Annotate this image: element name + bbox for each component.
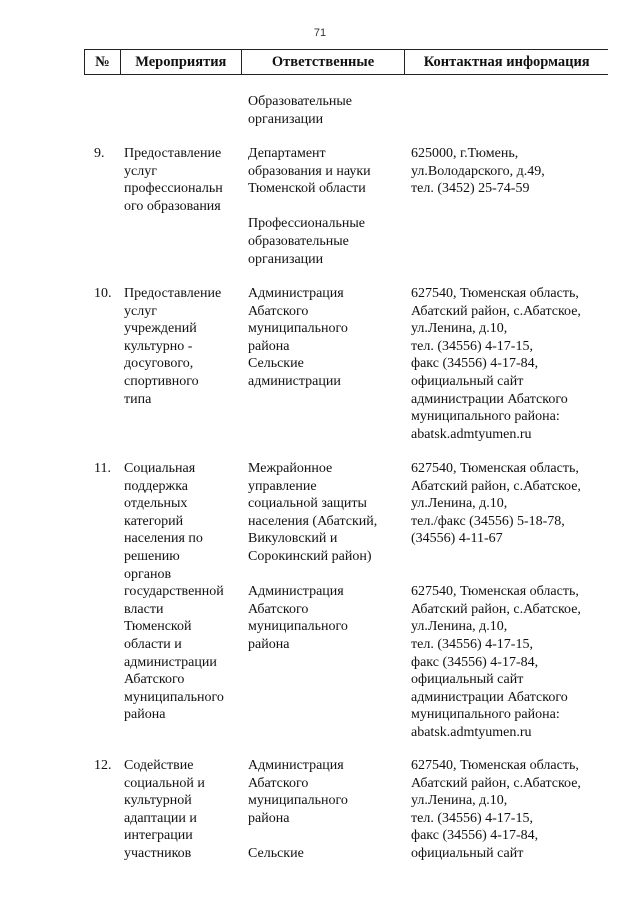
contact-cell: 625000, г.Тюмень, ул.Володарского, д.49, тел. (3452) 25-74-59 <box>411 146 545 197</box>
responsible-cell: Департамент образования и науки Тюменской области Профессиональные образовательные организации <box>248 146 371 267</box>
event-cell: Предоставление услуг профессиональн ого образования <box>124 146 223 214</box>
header-number: № <box>85 50 121 74</box>
responsible-cell: Администрация Абатского муниципального района Сельские администрации <box>248 286 348 389</box>
responsible-cell: Образовательные организации <box>248 94 352 127</box>
table-header <box>84 49 608 75</box>
row-number: 11. <box>94 461 111 476</box>
event-cell: Социальная поддержка отдельных категорий населения по решению органов государственной власти Тюменской области и администрации Абатского муниципального района <box>124 461 224 723</box>
responsible-cell: Администрация Абатского муниципального района Сельские <box>248 758 348 861</box>
responsible-cell: Межрайонное управление социальной защиты населения (Абатский, Викуловский и Сорокинский район) Администрация Абатского муниципального района <box>248 461 378 652</box>
row-number: 12. <box>94 758 112 773</box>
header-responsible: Ответственные <box>242 50 406 74</box>
event-cell: Предоставление услуг учреждений культурно - досугового, спортивного типа <box>124 286 222 407</box>
contact-cell: 627540, Тюменская область, Абатский район, с.Абатское, ул.Ленина, д.10, тел. (34556) 4-17-15, факс (34556) 4-17-84, официальный сайт <box>411 758 581 861</box>
event-cell: Содействие социальной и культурной адаптации и интеграции участников <box>124 758 205 861</box>
contact-cell: 627540, Тюменская область, Абатский район, с.Абатское, ул.Ленина, д.10, тел. (34556) 4-17-15, факс (34556) 4-17-84, официальный сайт администрации Абатского муниципального района: abatsk.admtyumen.ru <box>411 286 581 442</box>
header-contact: Контактная информация <box>423 53 590 70</box>
contact-cell: 627540, Тюменская область, Абатский район, с.Абатское, ул.Ленина, д.10, тел./факс (34556) 5-18-78, (34556) 4-11-67 627540, Тюменская область, Абатский район, с.Абатское, ул.Ленина, д.10, тел. (34556) 4-17-15, факс (34556) 4-17-84, официальный сайт администрации Абатского муниципального района: abatsk.admtyumen.ru <box>411 461 581 740</box>
page-number: 71 <box>313 27 327 39</box>
row-number: 10. <box>94 286 112 301</box>
row-number: 9. <box>94 146 105 161</box>
header-events: Мероприятия <box>121 50 242 74</box>
